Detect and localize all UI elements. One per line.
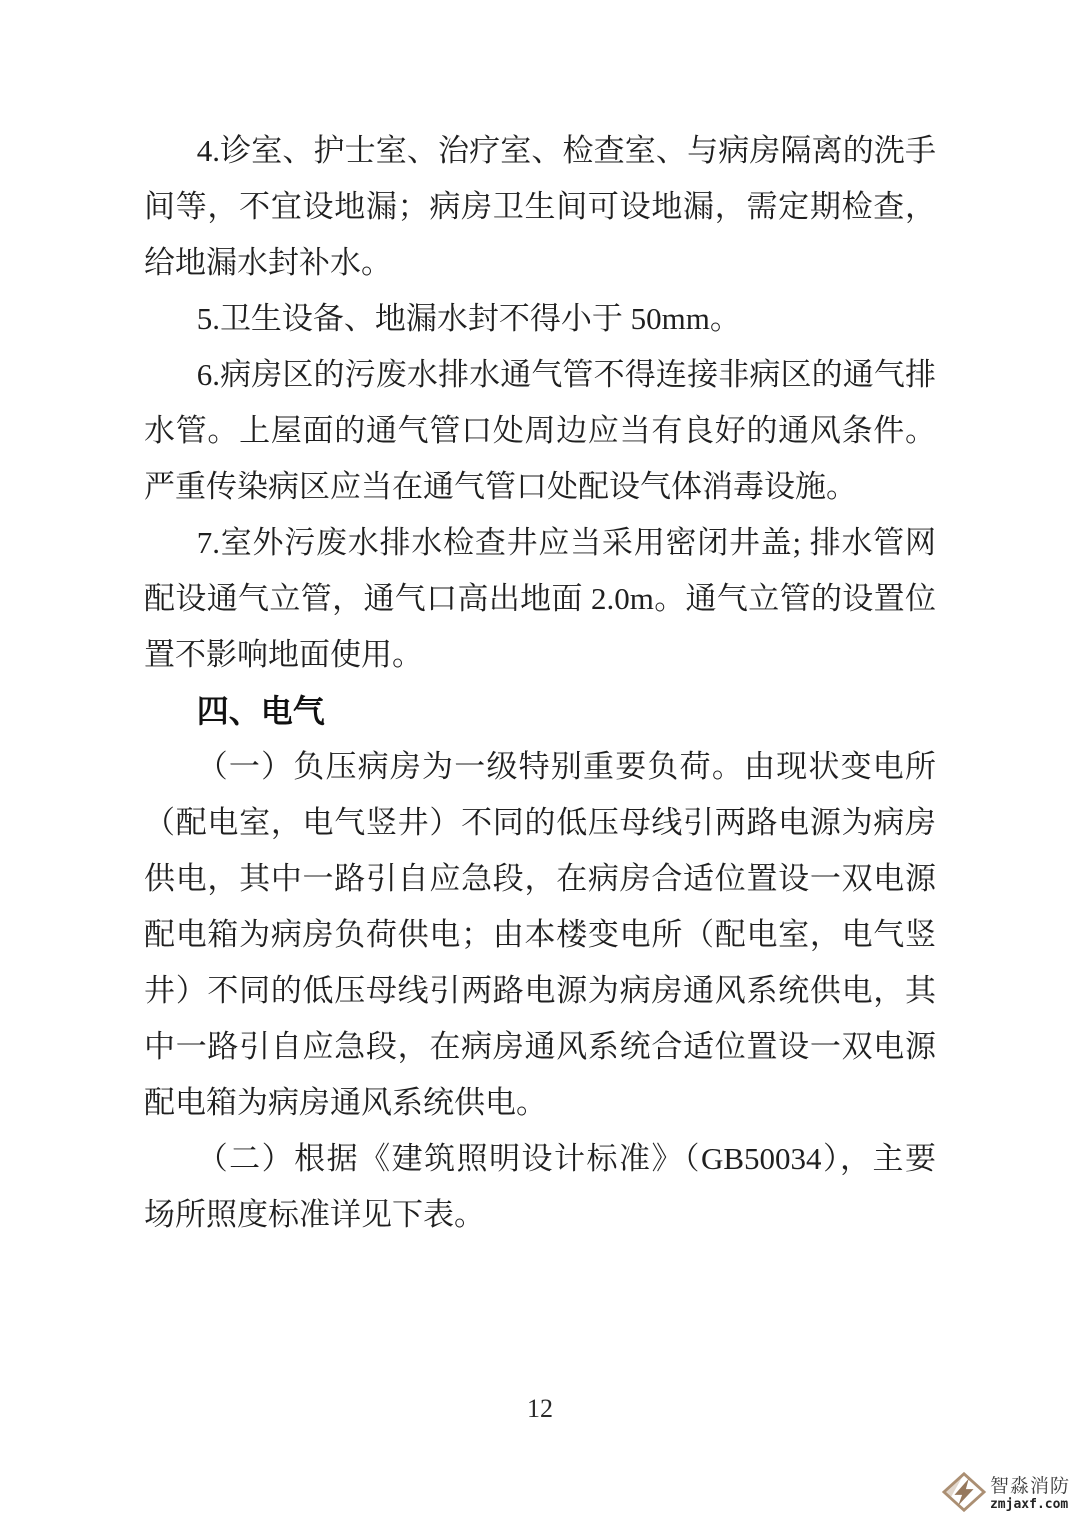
document-body (144, 123, 936, 1243)
paragraph-electrical-1: （一）负压病房为一级特别重要负荷。由现状变电所（配电室，电气竖井）不同的低压母线引两路电源为病房供电，其中一路引自应急段，在病房合适位置设一双电源配电箱为病房负荷供电；由本楼变电所（配电室，电气竖井）不同的低压母线引两路电源为病房通风系统供电，其中一路引自应急段，在病房通风系统合适位置设一双电源配电箱为病房通风系统供电。 (144, 749, 936, 1120)
paragraph-drainage-5: 5.卫生设备、地漏水封不得小于 50mm。 (196, 301, 741, 336)
brand-watermark (941, 1471, 1070, 1518)
brand-text-block (990, 1477, 1070, 1512)
paragraph-electrical-2: （二）根据《建筑照明设计标准》（GB50034），主要场所照度标准详见下表。 (144, 1141, 936, 1232)
diamond-lightning-logo-icon (941, 1471, 987, 1518)
brand-url: zmjaxf.com (989, 1497, 1069, 1512)
page-number: 12 (527, 1394, 553, 1423)
brand-name: 智淼消防 (989, 1476, 1070, 1497)
paragraph-drainage-6: 6.病房区的污废水排水通气管不得连接非病区的通气排水管。上屋面的通气管口处周边应当有良好的通风条件。严重传染病区应当在通气管口处配设气体消毒设施。 (144, 357, 936, 504)
paragraph-drainage-7: 7.室外污废水排水检查井应当采用密闭井盖; 排水管网配设通气立管，通气口高出地面 2.0m。通气立管的设置位置不影响地面使用。 (144, 525, 936, 672)
section-heading-electrical: 四、电气 (196, 693, 325, 729)
paragraph-drainage-4: 4.诊室、护士室、治疗室、检查室、与病房隔离的洗手间等，不宜设地漏；病房卫生间可设地漏，需定期检查，给地漏水封补水。 (144, 133, 936, 280)
